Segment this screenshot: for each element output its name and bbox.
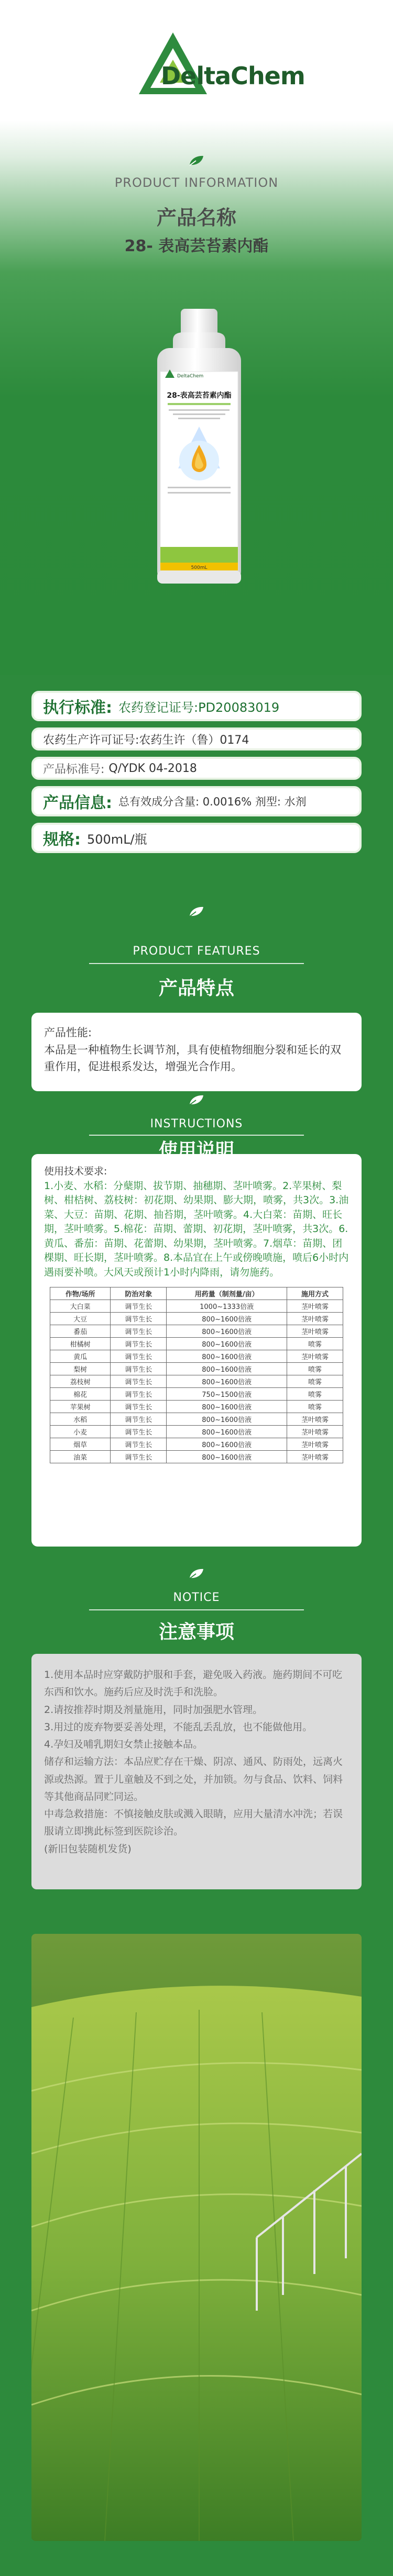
usage-table-cell: 800~1600倍液 [167, 1401, 287, 1413]
instructions-en-heading: INSTRUCTIONS [150, 1117, 243, 1130]
usage-table-row [50, 1300, 343, 1313]
usage-table-header [50, 1287, 343, 1300]
notice-line: 储存和运输方法：本品应贮存在干燥、阴凉、通风、防雨处，远离火源或热源。置于儿童触及不到之处，并加锁。勿与食品、饮料、饲料等其他商品同贮同运。 [44, 1756, 343, 1802]
usage-table-cell: 喷雾 [287, 1388, 343, 1401]
usage-table-cell: 荔枝树 [50, 1375, 111, 1388]
usage-table-cell: 调节生长 [111, 1413, 167, 1426]
usage-table-cell: 喷雾 [287, 1338, 343, 1350]
usage-table-cell: 800~1600倍液 [167, 1413, 287, 1426]
bottle-logo: DeltaChem [177, 374, 204, 379]
bottle-net: 500mL [191, 565, 208, 570]
usage-table-cell: 水稻 [50, 1413, 111, 1426]
usage-table-cell: 茎叶喷雾 [287, 1426, 343, 1438]
usage-table-cell: 茎叶喷雾 [287, 1413, 343, 1426]
usage-table-cell: 黄瓜 [50, 1350, 111, 1363]
usage-table-cell: 调节生长 [111, 1426, 167, 1438]
bottle-title: 28-表高芸苔素内酯 [167, 391, 232, 400]
notice-leaf-icon [0, 1567, 393, 1580]
usage-table-row [50, 1375, 343, 1388]
usage-table-row [50, 1401, 343, 1413]
instructions-cn-heading: 使用说明 [158, 1140, 234, 1161]
usage-table-cell: 调节生长 [111, 1375, 167, 1388]
usage-table-cell: 800~1600倍液 [167, 1338, 287, 1350]
standard-label: 执行标准: [43, 699, 112, 717]
brand-logo [118, 21, 305, 99]
spec-row [31, 823, 362, 853]
notice-line: 1.使用本品时应穿戴防护服和手套，避免吸入药液。施药期间不可吃东西和饮水。施药后应及时洗手和洗脸。 [44, 1669, 343, 1698]
notice-cn-heading: 注意事项 [158, 1621, 234, 1643]
usage-table-row [50, 1388, 343, 1401]
instructions-body: 1.小麦、水稻：分蘖期、拔节期、抽穗期、茎叶喷雾。2.苹果树、梨树、柑桔树、荔枝树：初花期、幼果期、膨大期，喷雾，共3次。3.油菜、大豆：苗期、花期、抽苔期，茎叶喷雾。4.大白菜：苗期、旺长期，茎叶喷雾。5.棉花：苗期、蕾期、初花期，茎叶喷雾，共3次。6.黄瓜、番茄：苗期、花蕾期、幼果期，茎叶喷雾。7.烟草：苗期、团棵期、旺长期，茎叶喷雾。8.本品宜在上午或傍晚喷施，喷后6小时内遇雨要补喷。大风天或预计1小时内降雨，请勿施药。 [44, 1180, 349, 1278]
usage-table-cell: 棉花 [50, 1388, 111, 1401]
usage-table-cell: 柑橘树 [50, 1338, 111, 1350]
notice-en-heading: NOTICE [173, 1591, 220, 1604]
features-body: 本品是一种植物生长调节剂，具有使植物细胞分裂和延长的双重作用，促进根系发达，增强光合作用。 [44, 1043, 341, 1073]
usage-table-cell: 800~1600倍液 [167, 1426, 287, 1438]
field-photo [31, 1934, 362, 2541]
product-name-heading: 产品名称 [156, 206, 236, 229]
license-row [31, 727, 362, 751]
usage-table-cell: 调节生长 [111, 1313, 167, 1325]
usage-table-cell: 番茄 [50, 1325, 111, 1338]
usage-table-cell: 茎叶喷雾 [287, 1325, 343, 1338]
usage-table-cell: 茎叶喷雾 [287, 1451, 343, 1463]
usage-table-cell: 烟草 [50, 1438, 111, 1451]
features-divider [89, 963, 304, 964]
usage-table-cell: 茎叶喷雾 [287, 1350, 343, 1363]
spec-label: 规格: [43, 831, 81, 849]
usage-table-row [50, 1413, 343, 1426]
usage-table-row [50, 1338, 343, 1350]
usage-table-row [50, 1313, 343, 1325]
usage-table-cell: 喷雾 [287, 1401, 343, 1413]
standard-row [31, 691, 362, 721]
logo-wordmark: DeltaChem [161, 62, 305, 90]
usage-table-row [50, 1451, 343, 1463]
license-text: 农药生产许可证号:农药生许（鲁）0174 [43, 733, 249, 747]
usage-table-cell: 750~1500倍液 [167, 1388, 287, 1401]
usage-table-cell: 茎叶喷雾 [287, 1313, 343, 1325]
usage-table-cell: 800~1600倍液 [167, 1313, 287, 1325]
usage-table-cell: 800~1600倍液 [167, 1350, 287, 1363]
leaf-icon [0, 154, 393, 167]
usage-table-cell: 大豆 [50, 1313, 111, 1325]
usage-header-cell: 作物/场所 [50, 1287, 111, 1300]
usage-table-cell: 梨树 [50, 1363, 111, 1375]
instructions-card [31, 1154, 362, 1547]
usage-table-row [50, 1426, 343, 1438]
product-bottle-image [157, 262, 241, 691]
usage-table-cell: 调节生长 [111, 1438, 167, 1451]
usage-table-cell: 800~1600倍液 [167, 1451, 287, 1463]
usage-table-cell: 油菜 [50, 1451, 111, 1463]
usage-table-cell: 800~1600倍液 [167, 1325, 287, 1338]
usage-table-cell: 喷雾 [287, 1375, 343, 1388]
product-info-label: 产品信息: [43, 794, 112, 812]
usage-table [50, 1287, 343, 1463]
product-standard-row [31, 757, 362, 780]
features-card [31, 1013, 362, 1091]
usage-table-row [50, 1363, 343, 1375]
product-name: 28- 表高芸苔素内酯 [124, 237, 269, 255]
spec-value: 500mL/瓶 [87, 832, 147, 847]
usage-table-cell: 调节生长 [111, 1300, 167, 1313]
features-leaf-icon [0, 905, 393, 918]
usage-header-cell: 防治对象 [111, 1287, 167, 1300]
instructions-title: 使用技术要求: [44, 1166, 107, 1177]
usage-header-cell: 施用方式 [287, 1287, 343, 1300]
product-info-row [31, 786, 362, 816]
notice-line: 中毒急救措施：不慎接触皮肤或溅入眼睛，应用大量清水冲洗；若误服请立即携此标签到医院诊治。 [44, 1808, 343, 1838]
usage-table-cell: 800~1600倍液 [167, 1438, 287, 1451]
usage-table-cell: 调节生长 [111, 1401, 167, 1413]
usage-table-cell: 800~1600倍液 [167, 1375, 287, 1388]
notice-card [31, 1654, 362, 1889]
usage-table-cell: 茎叶喷雾 [287, 1438, 343, 1451]
usage-table-row [50, 1438, 343, 1451]
features-cn-heading: 产品特点 [158, 978, 234, 999]
usage-table-cell: 苹果树 [50, 1401, 111, 1413]
usage-table-cell: 调节生长 [111, 1451, 167, 1463]
usage-table-cell: 调节生长 [111, 1338, 167, 1350]
hero-section [0, 0, 393, 675]
usage-table-cell: 大白菜 [50, 1300, 111, 1313]
usage-header-cell: 用药量（制剂量/亩） [167, 1287, 287, 1300]
usage-table-cell: 调节生长 [111, 1325, 167, 1338]
features-en-heading: PRODUCT FEATURES [133, 945, 260, 958]
usage-table-cell: 1000~1333倍液 [167, 1300, 287, 1313]
notice-line: 3.用过的废弃物要妥善处理，不能乱丢乱放，也不能做他用。 [44, 1721, 313, 1733]
instructions-leaf-icon [0, 1094, 393, 1106]
usage-table-cell: 喷雾 [287, 1363, 343, 1375]
standard-value: 农药登记证号:PD20083019 [118, 700, 280, 715]
features-title: 产品性能: [44, 1026, 92, 1039]
product-standard-label: 产品标准号: [43, 763, 105, 776]
usage-table-cell: 调节生长 [111, 1350, 167, 1363]
usage-table-row [50, 1325, 343, 1338]
product-standard-value: Q/YDK 04-2018 [108, 761, 197, 775]
usage-table-cell: 茎叶喷雾 [287, 1300, 343, 1313]
usage-table-cell: 调节生长 [111, 1363, 167, 1375]
usage-table-row [50, 1350, 343, 1363]
notice-line: 4.孕妇及哺乳期妇女禁止接触本品。 [44, 1739, 203, 1750]
notice-divider [89, 1609, 304, 1610]
notice-line: 2.请按推荐时期及剂量施用，同时加强肥水管理。 [44, 1704, 263, 1716]
notice-line: (新旧包装随机发货) [44, 1843, 132, 1855]
product-info-value: 总有效成分含量: 0.0016% 剂型: 水剂 [118, 796, 307, 808]
product-info-en-heading: PRODUCT INFORMATION [114, 175, 279, 190]
usage-table-cell: 调节生长 [111, 1388, 167, 1401]
usage-table-cell: 800~1600倍液 [167, 1363, 287, 1375]
usage-table-cell: 小麦 [50, 1426, 111, 1438]
